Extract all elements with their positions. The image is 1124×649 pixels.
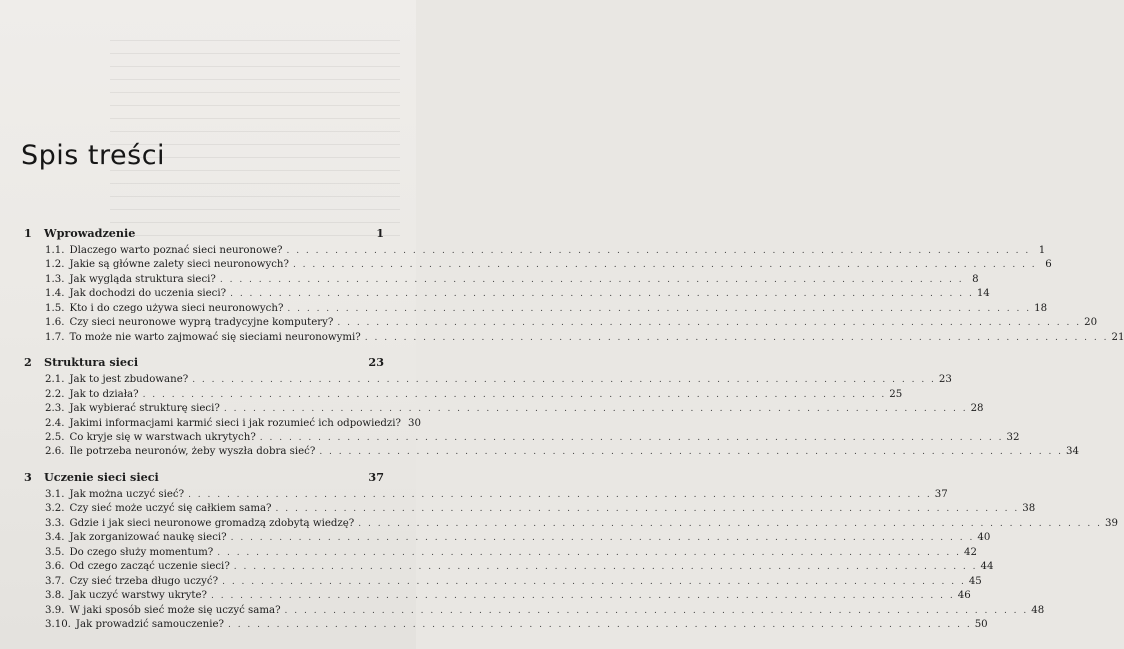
section-page: 28 (970, 403, 984, 415)
section-number: 3.10. (45, 618, 71, 630)
leader-dots (222, 576, 966, 589)
toc-entry (45, 546, 977, 560)
section-title: Jakie są główne zalety sieci neuronowych? (69, 259, 289, 271)
leader-dots (230, 288, 974, 301)
section-number: 2.4. (45, 417, 65, 429)
leader-dots (358, 518, 1102, 531)
chapter-block (24, 469, 1118, 633)
leader-dots (234, 561, 978, 574)
toc-entry (45, 417, 421, 431)
section-number: 3.3. (45, 517, 65, 529)
toc-entry (45, 560, 994, 574)
section-title: Co kryje się w warstwach ukrytych? (69, 431, 256, 443)
section-page: 30 (407, 417, 421, 429)
chapter-block (24, 226, 1124, 345)
leader-dots (293, 259, 1037, 272)
toc-entry (45, 502, 1036, 516)
section-page: 40 (977, 532, 991, 544)
toc-entry (45, 402, 984, 416)
section-page: 23 (938, 374, 952, 386)
toc-entry (45, 488, 948, 502)
section-number: 3.5. (45, 546, 65, 558)
leader-dots (285, 605, 1029, 618)
chapter-page: 37 (368, 469, 384, 484)
section-title: Czy sieć może uczyć się całkiem sama? (69, 503, 272, 515)
chapter-number: 3 (24, 469, 32, 484)
section-page: 25 (889, 388, 903, 400)
chapter-heading (24, 470, 384, 484)
section-number: 3.4. (45, 532, 65, 544)
section-title: Jak dochodzi do uczenia sieci? (69, 288, 227, 300)
toc-entry (45, 618, 988, 632)
section-list (24, 244, 1124, 345)
section-title: Jak wybierać strukturę sieci? (69, 403, 220, 415)
section-page: 20 (1084, 317, 1098, 329)
section-title: Ile potrzeba neuronów, żeby wyszła dobra sieć? (69, 446, 316, 458)
toc-entry (45, 287, 990, 301)
section-page: 39 (1104, 517, 1118, 529)
toc-entry (45, 431, 1020, 445)
section-page: 42 (963, 546, 977, 558)
toc-entry (45, 445, 1080, 459)
toc-entry (45, 331, 1124, 345)
section-page: 38 (1022, 503, 1036, 515)
leader-dots (192, 374, 936, 387)
section-number: 3.8. (45, 590, 65, 602)
section-page: 32 (1006, 431, 1020, 443)
chapter-title: Struktura sieci (44, 355, 139, 370)
chapter-heading (24, 226, 384, 240)
section-title: Jak można uczyć sieć? (69, 488, 185, 500)
section-title: Jakimi informacjami karmić sieci i jak rozumieć ich odpowiedzi? (69, 417, 401, 429)
section-page: 21 (1111, 331, 1124, 343)
toc-entry (45, 244, 1046, 258)
section-number: 2.1. (45, 374, 65, 386)
section-page: 46 (957, 590, 971, 602)
section-number: 3.6. (45, 561, 65, 573)
leader-dots (276, 503, 1020, 516)
leader-dots (211, 590, 955, 603)
section-number: 2.3. (45, 403, 65, 415)
section-title: Jak uczyć warstwy ukryte? (69, 590, 207, 602)
section-number: 2.5. (45, 431, 65, 443)
chapter-number: 2 (24, 355, 32, 370)
section-number: 1.2. (45, 259, 65, 271)
leader-dots (228, 619, 972, 632)
chapter-heading (24, 355, 384, 369)
leader-dots (188, 489, 932, 502)
toc-entry (45, 388, 903, 402)
section-title: Jak zorganizować naukę sieci? (69, 532, 227, 544)
section-list (24, 488, 1118, 633)
section-title: To może nie warto zajmować się sieciami neuronowymi? (69, 331, 361, 343)
leader-dots (337, 317, 1081, 330)
section-title: Do czego służy momentum? (69, 546, 214, 558)
section-page: 8 (972, 273, 979, 285)
leader-dots (224, 403, 968, 416)
leader-dots (143, 389, 887, 402)
leader-dots (217, 547, 961, 560)
toc-entry (45, 575, 982, 589)
section-number: 1.5. (45, 302, 65, 314)
toc-entry (45, 517, 1118, 531)
section-list (24, 373, 1080, 460)
section-page: 6 (1045, 259, 1052, 271)
section-number: 2.6. (45, 446, 65, 458)
toc-entry (45, 604, 1045, 618)
section-number: 3.9. (45, 604, 65, 616)
table-of-contents (24, 226, 1124, 642)
section-page: 14 (976, 288, 990, 300)
page-title: Spis treści (21, 140, 166, 171)
section-number: 1.4. (45, 288, 65, 300)
section-title: Jak prowadzić samouczenie? (75, 618, 224, 630)
section-number: 3.1. (45, 488, 65, 500)
section-page: 18 (1034, 302, 1048, 314)
section-title: Gdzie i jak sieci neuronowe gromadzą zdobytą wiedzę? (69, 517, 355, 529)
chapter-page: 23 (368, 355, 384, 370)
section-page: 45 (968, 575, 982, 587)
section-number: 3.7. (45, 575, 65, 587)
section-number: 2.2. (45, 388, 65, 400)
section-title: Kto i do czego używa sieci neuronowych? (69, 302, 284, 314)
section-page: 50 (974, 618, 988, 630)
section-title: Czy sieć trzeba długo uczyć? (69, 575, 219, 587)
leader-dots (286, 245, 1030, 258)
toc-entry (45, 589, 971, 603)
leader-dots (287, 303, 1031, 316)
section-title: Dlaczego warto poznać sieci neuronowe? (69, 245, 283, 256)
toc-entry (45, 302, 1048, 316)
section-title: Czy sieci neuronowe wyprą tradycyjne komputery? (69, 317, 334, 329)
leader-dots (365, 332, 1109, 345)
section-title: Jak to jest zbudowane? (69, 374, 189, 386)
chapter-number: 1 (24, 226, 32, 240)
section-title: Jak wygląda struktura sieci? (69, 273, 216, 285)
toc-entry (45, 258, 1052, 272)
leader-dots (260, 432, 1004, 445)
section-page: 48 (1031, 604, 1045, 616)
chapter-title: Uczenie sieci sieci (44, 469, 159, 484)
chapter-block (24, 355, 1080, 460)
section-number: 3.2. (45, 503, 65, 515)
toc-entry (45, 316, 1098, 330)
section-page: 34 (1066, 446, 1080, 458)
section-number: 1.1. (45, 245, 65, 256)
section-title: Od czego zacząć uczenie sieci? (69, 561, 230, 573)
toc-entry (45, 531, 991, 545)
leader-dots (319, 446, 1063, 459)
section-number: 1.6. (45, 317, 65, 329)
leader-dots (220, 274, 964, 287)
section-page: 37 (934, 488, 948, 500)
toc-entry (45, 373, 952, 387)
section-title: Jak to działa? (69, 388, 139, 400)
section-page: 44 (980, 561, 994, 573)
leader-dots (231, 532, 975, 545)
chapter-title: Wprowadzenie (44, 226, 136, 240)
section-title: W jaki sposób sieć może się uczyć sama? (69, 604, 281, 616)
section-page: 1 (1038, 245, 1046, 256)
section-number: 1.3. (45, 273, 65, 285)
toc-entry (45, 273, 979, 287)
section-number: 1.7. (45, 331, 65, 343)
chapter-page: 1 (376, 226, 384, 240)
